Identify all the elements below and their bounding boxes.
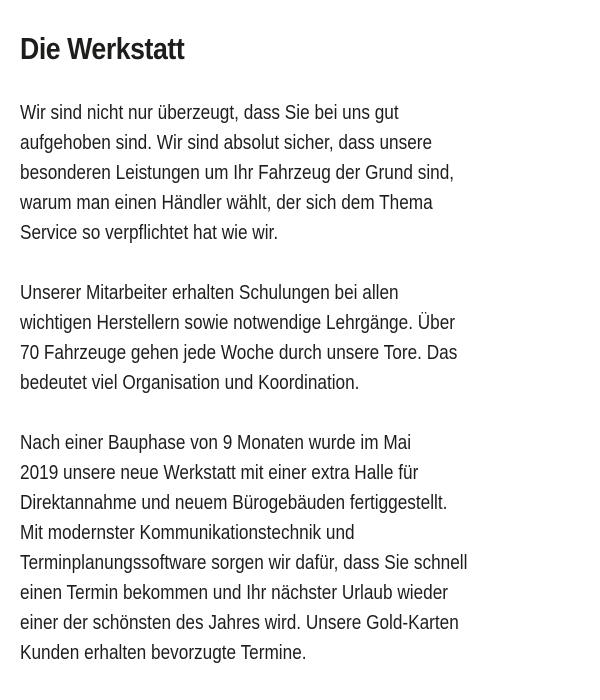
paragraph-line: Mit modernster Kommunikationstechnik und	[20, 522, 355, 544]
paragraph-line: einen Termin bekommen und Ihr nächster Urlaub wieder	[20, 582, 448, 604]
paragraph-line: aufgehoben sind. Wir sind absolut sicher, dass unsere	[20, 132, 433, 154]
paragraph-staff	[20, 278, 580, 398]
paragraph-line: Nach einer Bauphase von 9 Monaten wurde im Mai	[20, 432, 412, 454]
paragraph-line: Wir sind nicht nur überzeugt, dass Sie bei uns gut	[20, 102, 399, 124]
paragraph-line: 70 Fahrzeuge gehen jede Woche durch unsere Tore. Das	[20, 342, 458, 364]
paragraph-line: 2019 unsere neue Werkstatt mit einer extra Halle für	[20, 462, 419, 484]
paragraph-line: Terminplanungssoftware sorgen wir dafür, dass Sie schnell	[20, 552, 468, 574]
paragraph-line: Service so verpflichtet hat wie wir.	[20, 222, 279, 244]
paragraph-line: warum man einen Händler wählt, der sich dem Thema	[20, 192, 433, 214]
paragraph-line: wichtigen Herstellern sowie notwendige Lehrgänge. Über	[20, 312, 456, 334]
paragraph-intro	[20, 98, 580, 248]
paragraph-line: einer der schönsten des Jahres wird. Unsere Gold-Karten	[20, 612, 459, 634]
page-title: Die Werkstatt	[20, 31, 185, 66]
paragraph-line: bedeutet viel Organisation und Koordination.	[20, 372, 360, 394]
paragraph-line: Kunden erhalten bevorzugte Termine.	[20, 642, 307, 664]
paragraph-line: Direktannahme und neuem Bürogebäuden fertiggestellt.	[20, 492, 448, 514]
article	[20, 30, 580, 664]
paragraph-building	[20, 428, 580, 668]
paragraph-line: besonderen Leistungen um Ihr Fahrzeug der Grund sind,	[20, 162, 455, 184]
paragraph-line: Unserer Mitarbeiter erhalten Schulungen bei allen	[20, 282, 399, 304]
